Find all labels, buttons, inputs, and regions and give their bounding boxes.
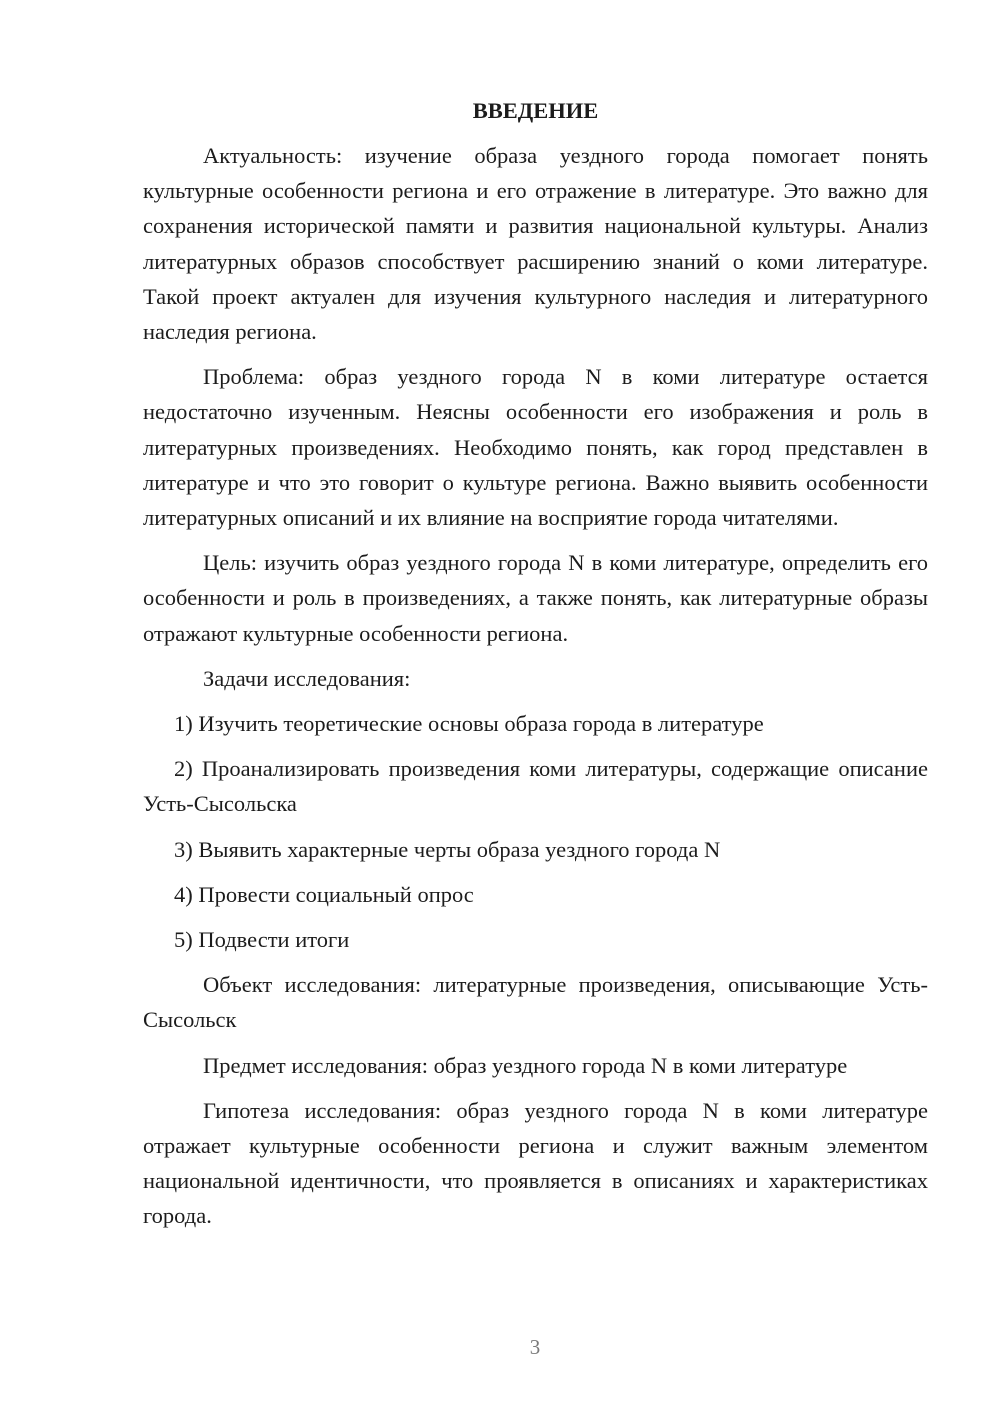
object-paragraph: Объект исследования: литературные произведения, описывающие Усть-Сысольск: [143, 972, 928, 1033]
task-item-1: 1) Изучить теоретические основы образа города в литературе: [174, 711, 764, 737]
subject-paragraph: Предмет исследования: образ уездного города N в коми литературе: [203, 1052, 848, 1078]
hypothesis-paragraph: Гипотеза исследования: образ уездного города N в коми литературе отражает культурные особенности региона и служит важным элементом национальной идентичности, что проявляется в описаниях и характеристиках города.: [143, 1097, 928, 1229]
task-item-5: 5) Подвести итоги: [174, 927, 350, 953]
task-item-2: 2) Проанализировать произведения коми литературы, содержащие описание Усть-Сысольска: [143, 756, 928, 817]
relevance-paragraph: Актуальность: изучение образа уездного города помогает понять культурные особенности региона и его отражение в литературе. Это важно для сохранения исторической памяти и развития национальной культуры. Анализ литературных образов способствует расширению знаний о коми литературе. Такой проект актуален для изучения культурного наследия и литературного наследия региона.: [143, 143, 928, 345]
page-title: ВВЕДЕНИЕ: [472, 98, 599, 123]
tasks-heading: Задачи исследования:: [203, 665, 411, 691]
goal-paragraph: Цель: изучить образ уездного города N в коми литературе, определить его особенности и роль в произведениях, а также понять, как литературные образы отражают культурные особенности региона.: [143, 550, 928, 646]
document-page: [143, 96, 928, 1244]
task-item-4: 4) Провести социальный опрос: [174, 881, 474, 907]
problem-paragraph: Проблема: образ уездного города N в коми литературе остается недостаточно изученным. Неясны особенности его изображения и роль в литературных произведениях. Необходимо понять, как город представлен в литературе и что это говорит о культуре региона. Важно выявить особенности литературных описаний и их влияние на восприятие города читателями.: [143, 364, 928, 531]
page-number: 3: [529, 1335, 541, 1359]
task-item-3: 3) Выявить характерные черты образа уездного города N: [174, 836, 721, 862]
